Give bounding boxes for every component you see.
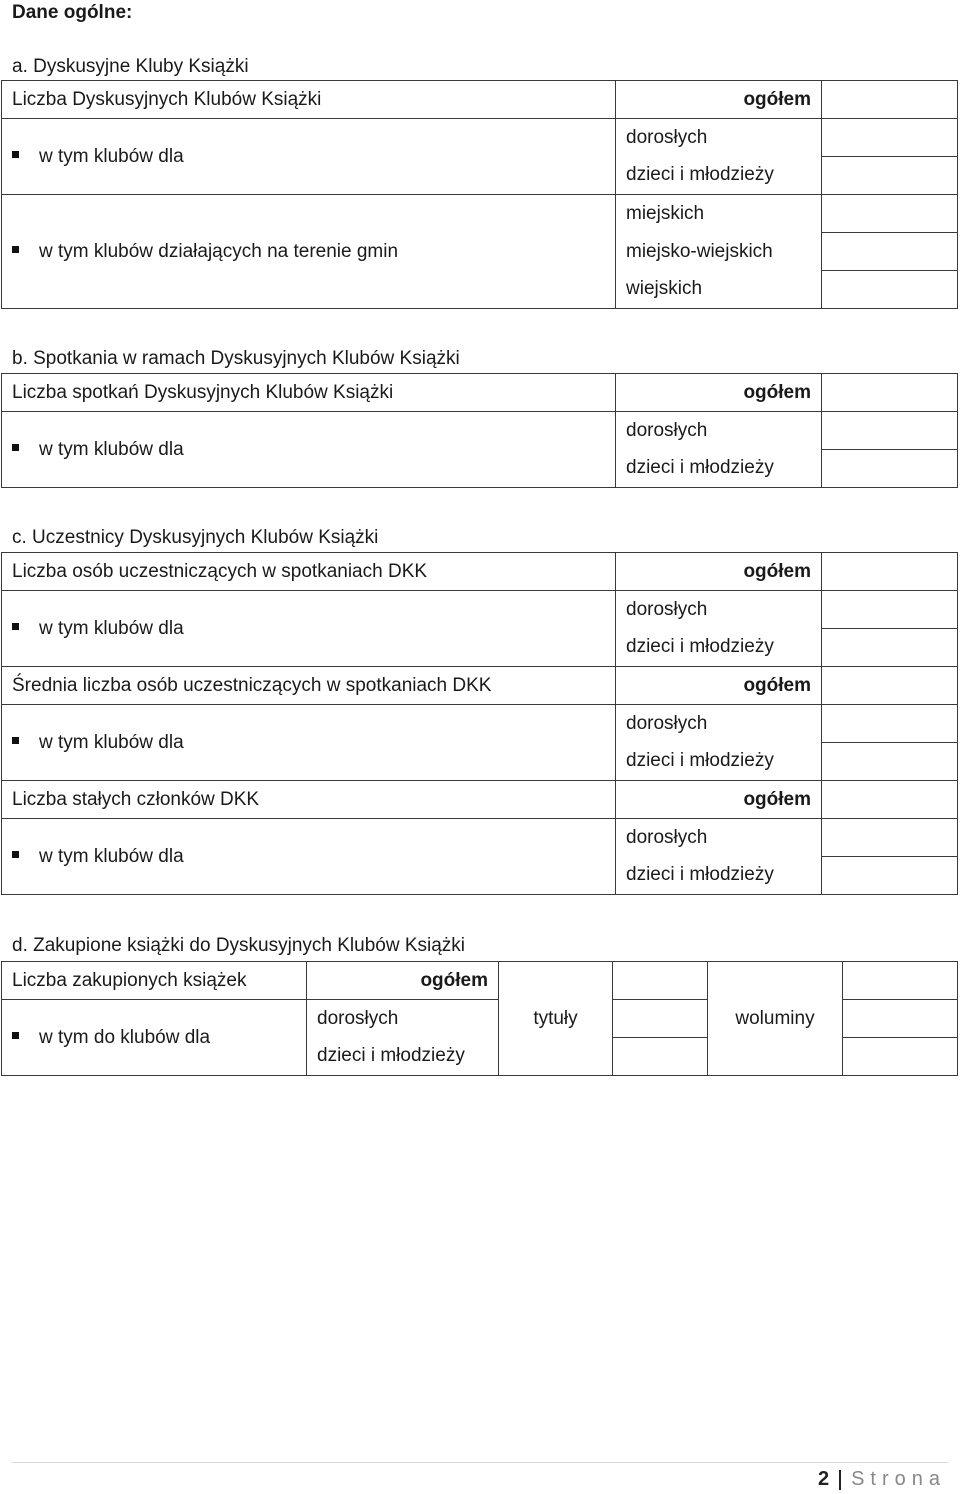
c-group1-input-0[interactable] bbox=[822, 705, 958, 743]
d-row2-value-0: dorosłych bbox=[307, 1000, 499, 1038]
d-row2-value-1: dzieci i młodzieży bbox=[307, 1038, 499, 1076]
b-row2-input-0[interactable] bbox=[822, 412, 958, 450]
a-row2-input-0[interactable] bbox=[822, 119, 958, 157]
page-word: Strona bbox=[851, 1468, 946, 1490]
b-row2-value-1: dzieci i młodzieży bbox=[616, 450, 822, 488]
c-group0-input-0[interactable] bbox=[822, 591, 958, 629]
a-row2-value-0: dorosłych bbox=[616, 119, 822, 157]
c-group2-input-total[interactable] bbox=[822, 781, 958, 819]
c-group0-sub-label: w tym klubów dla bbox=[39, 617, 184, 639]
section-a-table bbox=[1, 80, 958, 309]
a-row2-value-1: dzieci i młodzieży bbox=[616, 157, 822, 195]
a-row1-value: ogółem bbox=[616, 81, 822, 119]
b-row2-label: w tym klubów dla bbox=[39, 438, 184, 460]
c-group0-label: Liczba osób uczestniczących w spotkaniach DKK bbox=[2, 553, 616, 591]
bullet-icon bbox=[12, 151, 19, 158]
d-row2-titles-input-0[interactable] bbox=[613, 1000, 708, 1038]
c-group2-total: ogółem bbox=[616, 781, 822, 819]
section-c-title: c. Uczestnicy Dyskusyjnych Klubów Książki bbox=[12, 527, 379, 548]
c-group0-sub-value-1: dzieci i młodzieży bbox=[616, 629, 822, 667]
section-d-title: d. Zakupione książki do Dyskusyjnych Klubów Książki bbox=[12, 935, 466, 956]
b-row1-input[interactable] bbox=[822, 374, 958, 412]
b-row2-input-1[interactable] bbox=[822, 450, 958, 488]
a-row3-value-1: miejsko-wiejskich bbox=[616, 233, 822, 271]
c-group0-sub-label-cell bbox=[2, 591, 616, 667]
section-b-table bbox=[1, 373, 958, 488]
section-c-table bbox=[1, 552, 958, 895]
c-group2-input-1[interactable] bbox=[822, 857, 958, 895]
c-group0-input-1[interactable] bbox=[822, 629, 958, 667]
bullet-icon bbox=[12, 246, 19, 253]
b-row2-value-0: dorosłych bbox=[616, 412, 822, 450]
d-row1-label: Liczba zakupionych książek bbox=[2, 962, 307, 1000]
c-group0-input-total[interactable] bbox=[822, 553, 958, 591]
a-row3-input-1[interactable] bbox=[822, 233, 958, 271]
c-group1-sub-label: w tym klubów dla bbox=[39, 731, 184, 753]
c-group2-label: Liczba stałych członków DKK bbox=[2, 781, 616, 819]
d-col-titles: tytuły bbox=[499, 962, 613, 1076]
footer-divider bbox=[12, 1462, 948, 1463]
page-heading: Dane ogólne: bbox=[12, 2, 133, 23]
bullet-icon bbox=[12, 851, 19, 858]
c-group2-sub-label: w tym klubów dla bbox=[39, 845, 184, 867]
bullet-icon bbox=[12, 444, 19, 451]
a-row3-label: w tym klubów działających na terenie gmin bbox=[39, 240, 399, 262]
c-group2-input-0[interactable] bbox=[822, 819, 958, 857]
d-row2-volumes-input-0[interactable] bbox=[843, 1000, 958, 1038]
c-group0-sub-value-0: dorosłych bbox=[616, 591, 822, 629]
c-group2-sub-label-cell bbox=[2, 819, 616, 895]
a-row2-label: w tym klubów dla bbox=[39, 145, 184, 167]
c-group1-sub-value-0: dorosłych bbox=[616, 705, 822, 743]
a-row3-input-2[interactable] bbox=[822, 271, 958, 309]
c-group1-sub-value-1: dzieci i młodzieży bbox=[616, 743, 822, 781]
page-number: 2 bbox=[817, 1468, 830, 1490]
a-row1-input[interactable] bbox=[822, 81, 958, 119]
c-group1-sub-label-cell bbox=[2, 705, 616, 781]
a-row2-label-cell bbox=[2, 119, 616, 195]
a-row3-value-2: wiejskich bbox=[616, 271, 822, 309]
a-row3-input-0[interactable] bbox=[822, 195, 958, 233]
a-row1-label: Liczba Dyskusyjnych Klubów Książki bbox=[2, 81, 616, 119]
b-row1-value: ogółem bbox=[616, 374, 822, 412]
a-row3-value-0: miejskich bbox=[616, 195, 822, 233]
page-footer bbox=[818, 1468, 946, 1491]
section-d-table bbox=[1, 961, 958, 1076]
footer-separator bbox=[839, 1470, 841, 1490]
d-row2-label-cell bbox=[2, 1000, 307, 1076]
b-row2-label-cell bbox=[2, 412, 616, 488]
bullet-icon bbox=[12, 623, 19, 630]
c-group2-sub-value-1: dzieci i młodzieży bbox=[616, 857, 822, 895]
d-row1-value: ogółem bbox=[307, 962, 499, 1000]
b-row1-label: Liczba spotkań Dyskusyjnych Klubów Książki bbox=[2, 374, 616, 412]
bullet-icon bbox=[12, 1032, 19, 1039]
c-group1-input-total[interactable] bbox=[822, 667, 958, 705]
d-row2-titles-input-1[interactable] bbox=[613, 1038, 708, 1076]
bullet-icon bbox=[12, 737, 19, 744]
section-b-title: b. Spotkania w ramach Dyskusyjnych Klubów Książki bbox=[12, 348, 460, 369]
d-row1-titles-input[interactable] bbox=[613, 962, 708, 1000]
a-row2-input-1[interactable] bbox=[822, 157, 958, 195]
d-row2-label: w tym do klubów dla bbox=[39, 1026, 211, 1048]
d-row1-volumes-input[interactable] bbox=[843, 962, 958, 1000]
a-row3-label-cell bbox=[2, 195, 616, 309]
c-group1-input-1[interactable] bbox=[822, 743, 958, 781]
d-col-volumes: woluminy bbox=[708, 962, 843, 1076]
c-group1-total: ogółem bbox=[616, 667, 822, 705]
c-group0-total: ogółem bbox=[616, 553, 822, 591]
c-group1-label: Średnia liczba osób uczestniczących w spotkaniach DKK bbox=[2, 667, 616, 705]
d-row2-volumes-input-1[interactable] bbox=[843, 1038, 958, 1076]
c-group2-sub-value-0: dorosłych bbox=[616, 819, 822, 857]
section-a-title: a. Dyskusyjne Kluby Książki bbox=[12, 56, 249, 77]
